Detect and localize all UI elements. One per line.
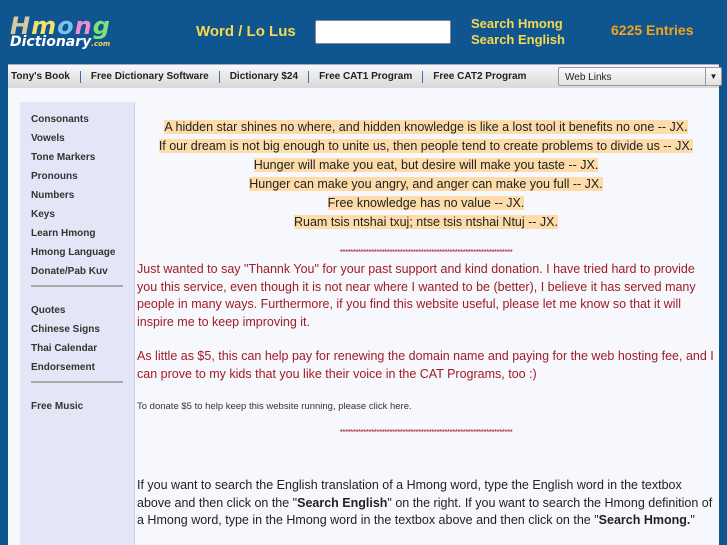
logo-suffix: .com	[91, 40, 111, 48]
nav-free-cat2[interactable]: Free CAT2 Program	[433, 70, 527, 82]
nav-tonys-book[interactable]: Tony's Book	[8, 71, 81, 83]
sidebar-item-thai-calendar[interactable]: Thai Calendar	[31, 343, 98, 354]
quotes-block	[137, 118, 715, 232]
divider	[31, 285, 123, 287]
main-content	[137, 118, 715, 530]
nav-dictionary-24[interactable]: Dictionary $24	[220, 71, 309, 83]
sidebar-item-consonants[interactable]: Consonants	[31, 114, 89, 125]
sidebar-item-donate[interactable]: Donate/Pab Kuv	[31, 266, 108, 277]
search-input[interactable]	[315, 20, 451, 44]
site-logo[interactable]	[10, 12, 145, 50]
quote: Hunger can make you angry, and anger can make you full -- JX.	[249, 177, 603, 191]
search-english-link[interactable]: Search English	[471, 32, 565, 47]
quote: Hunger will make you eat, but desire will make you taste -- JX.	[253, 158, 599, 172]
logo-hmong	[10, 12, 145, 40]
logo-dictionary: Dictionary	[10, 34, 92, 50]
logo-letter: H	[10, 12, 32, 40]
sidebar-item-vowels[interactable]: Vowels	[31, 133, 65, 144]
sidebar-item-pronouns[interactable]: Pronouns	[31, 171, 78, 182]
search-hmong-link[interactable]: Search Hmong	[471, 16, 563, 31]
star-divider: ******************************************************************	[339, 428, 513, 437]
logo-letter: g	[92, 12, 111, 40]
sidebar	[20, 102, 135, 545]
chevron-down-icon[interactable]: ▼	[705, 68, 721, 85]
logo-letter: o	[57, 12, 75, 40]
web-links-select[interactable]	[558, 67, 722, 86]
star-divider: ******************************************************************	[339, 248, 513, 257]
sidebar-item-hmong-language[interactable]: Hmong Language	[31, 247, 116, 258]
content-area	[8, 88, 719, 545]
sidebar-item-chinese-signs[interactable]: Chinese Signs	[31, 324, 100, 335]
quote: Free knowledge has no value -- JX.	[327, 196, 525, 210]
sidebar-item-free-music[interactable]: Free Music	[31, 401, 84, 412]
top-nav	[8, 64, 719, 88]
donate-link[interactable]: To donate $5 to help keep this website running, please click here.	[137, 401, 412, 412]
sidebar-item-quotes[interactable]: Quotes	[31, 305, 66, 316]
sidebar-item-keys[interactable]: Keys	[31, 209, 55, 220]
sidebar-item-numbers[interactable]: Numbers	[31, 190, 75, 201]
entries-count: 6225 Entries	[611, 22, 694, 38]
word-label: Word / Lo Lus	[196, 23, 296, 40]
divider	[31, 381, 123, 383]
thanks-text: Just wanted to say "Thannk You" for your past support and kind donation. I have tried hard to provide you this service, even though it is not near where I wanted to be (better), I believe it has served many people in many ways. Furthermore, if you find this website useful, please let me know so that it will inspire me to keep improving it.	[137, 262, 696, 329]
five-dollar-text: As little as $5, this can help pay for renewing the domain name and paying for the web hosting fee, and I can prove to my kids that you like their voice in the CAT Programs, too :)	[137, 349, 714, 381]
quote: If our dream is not big enough to unite us, then people tend to create problems to divide us -- JX.	[158, 139, 694, 153]
sidebar-item-tone-markers[interactable]: Tone Markers	[31, 152, 96, 163]
sidebar-item-endorsement[interactable]: Endorsement	[31, 362, 95, 373]
quote: Ruam tsis ntshai txuj; ntse tsis ntshai Ntuj -- JX.	[294, 215, 558, 229]
quote: A hidden star shines no where, and hidden knowledge is like a lost tool it benefits no one -- JX.	[164, 120, 688, 134]
logo-letter: n	[74, 12, 93, 40]
help-text: If you want to search the English translation of a Hmong word, type the English word in the textbox above and then click on the "Search English" on the right. If you want to search the Hmong definition of a Hmong word, type in the Hmong word in the textbox above and then click on the "Search Hmong."	[137, 478, 713, 527]
nav-free-dictionary-software[interactable]: Free Dictionary Software	[81, 71, 220, 83]
logo-letter: m	[31, 12, 58, 40]
sidebar-item-learn-hmong[interactable]: Learn Hmong	[31, 228, 96, 239]
web-links-value: Web Links	[565, 72, 612, 83]
nav-free-cat1[interactable]: Free CAT1 Program	[309, 71, 423, 83]
